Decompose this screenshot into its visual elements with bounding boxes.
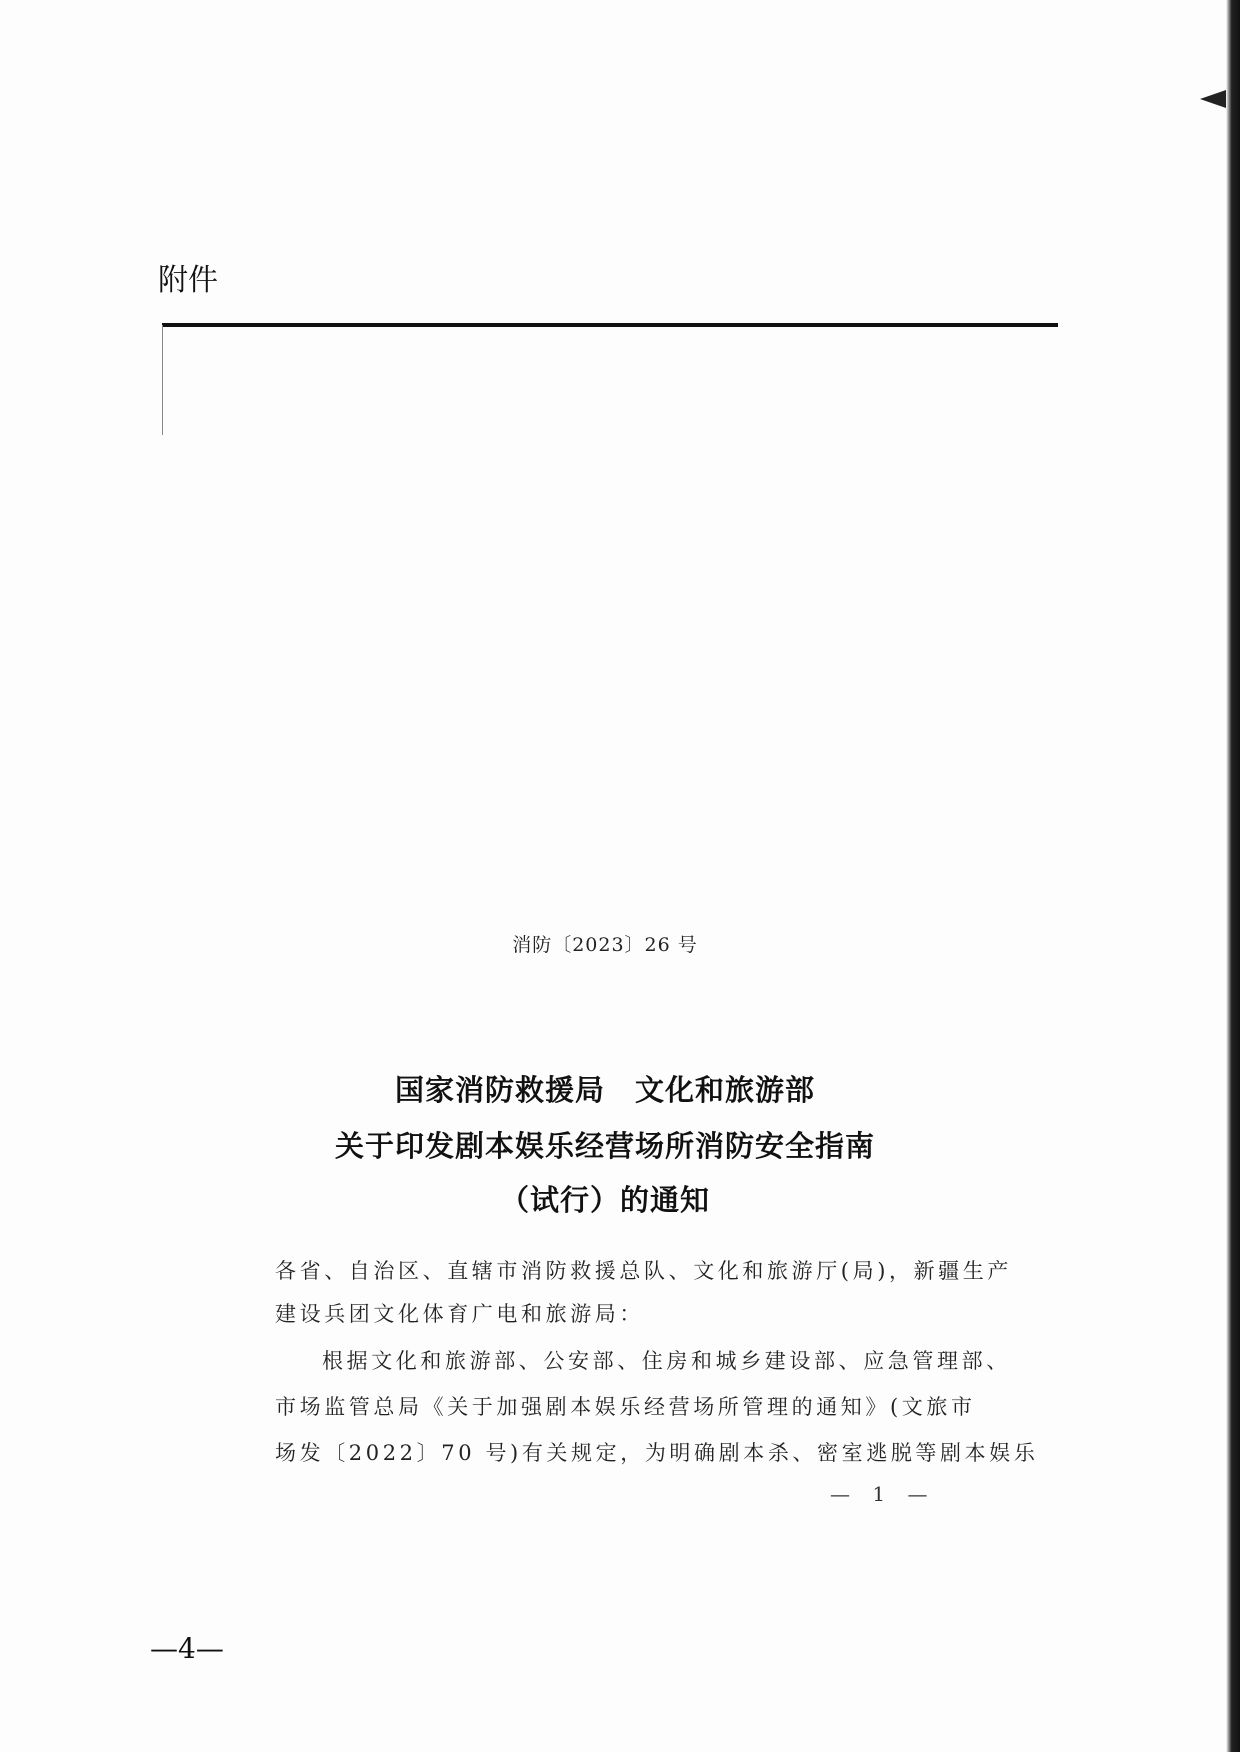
body-line: 建设兵团文化体育广电和旅游局： xyxy=(275,1302,644,1326)
document-title-line-2: 关于印发剧本娱乐经营场所消防安全指南 xyxy=(334,1129,875,1163)
body-line: 根据文化和旅游部、公安部、住房和城乡建设部、应急管理部、 xyxy=(322,1349,1011,1373)
frame-left-border xyxy=(162,325,163,435)
attachment-label: 附件 xyxy=(158,263,218,298)
body-line: 市场监管总局《关于加强剧本娱乐经营场所管理的通知》(文旅市 xyxy=(275,1395,976,1419)
document-number: 消防〔2023〕26 号 xyxy=(512,934,698,956)
body-line: 场发〔2022〕70 号)有关规定，为明确剧本杀、密室逃脱等剧本娱乐 xyxy=(275,1441,1039,1465)
document-title-line-3: （试行）的通知 xyxy=(499,1183,710,1217)
document-title-line-1: 国家消防救援局 文化和旅游部 xyxy=(394,1073,815,1107)
header-rule xyxy=(162,323,1058,327)
body-line: 各省、自治区、直辖市消防救援总队、文化和旅游厅(局)，新疆生产 xyxy=(275,1259,1012,1283)
scan-edge-shadow xyxy=(1226,0,1240,1752)
outer-page-number: —4— xyxy=(150,1632,224,1665)
scan-edge-mark xyxy=(1200,90,1226,108)
inner-page-number: — 1 — xyxy=(830,1482,936,1506)
